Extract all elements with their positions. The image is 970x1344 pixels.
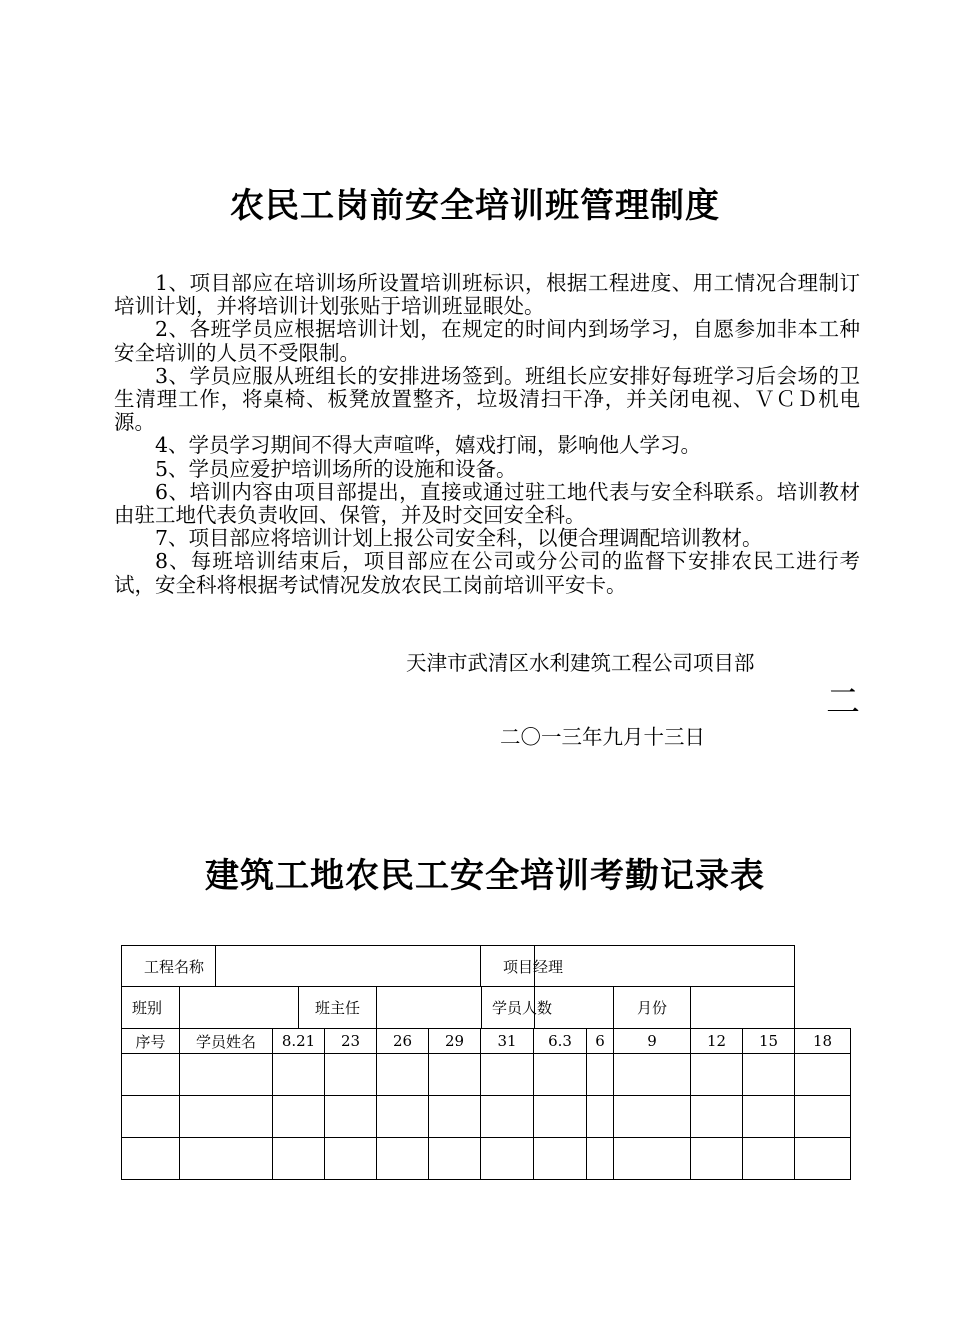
table-cell[interactable] <box>273 1096 325 1138</box>
table-cell[interactable] <box>429 1054 481 1096</box>
table-cell[interactable] <box>534 1096 587 1138</box>
table-cell[interactable] <box>273 1054 325 1096</box>
project-name-label: 工程名称 <box>122 946 216 987</box>
rule-item: 2、各班学员应根据培训计划，在规定的时间内到场学习，自愿参加非本工种安全培训的人员不受限制。 <box>114 317 860 365</box>
date-header: 23 <box>325 1029 377 1054</box>
table-cell[interactable] <box>273 1138 325 1180</box>
date-header: 15 <box>743 1029 795 1054</box>
rule-item: 5、学员应爱护培训场所的设施和设备。 <box>155 456 517 481</box>
attendance-title: 建筑工地农民工安全培训考勤记录表 <box>205 856 765 896</box>
project-manager-label: 项目经理 <box>481 946 535 987</box>
rule-item: 3、学员应服从班组长的安排进场签到。班组长应安排好每班学习后会场的卫生清理工作，将桌椅、板凳放置整齐，垃圾清扫干净，并关闭电视、ＶＣＤ机电源。 <box>114 363 860 435</box>
table-cell[interactable] <box>180 1054 273 1096</box>
notice-title: 农民工岗前安全培训班管理制度 <box>230 186 720 226</box>
table-cell[interactable] <box>795 1054 851 1096</box>
table-cell[interactable] <box>122 1096 180 1138</box>
table-cell[interactable] <box>743 1096 795 1138</box>
stray-character: 二 <box>826 682 860 722</box>
table-cell[interactable] <box>481 1054 534 1096</box>
project-manager-value[interactable] <box>535 946 795 987</box>
rule-item: 4、学员学习期间不得大声喧哗，嬉戏打闹，影响他人学习。 <box>155 433 702 458</box>
table-cell[interactable] <box>377 1138 429 1180</box>
table-cell[interactable] <box>743 1054 795 1096</box>
date-header: 6 <box>587 1029 614 1054</box>
table-cell[interactable] <box>587 1096 614 1138</box>
table-cell[interactable] <box>795 1138 851 1180</box>
rule-item: 8、每班培训结束后，项目部应在公司或分公司的监督下安排农民工进行考试，安全科将根据考试情况发放农民工岗前培训平安卡。 <box>114 549 860 597</box>
date-header: 9 <box>614 1029 691 1054</box>
table-cell[interactable] <box>614 1054 691 1096</box>
table-cell[interactable] <box>534 1054 587 1096</box>
table-row <box>122 1138 851 1180</box>
table-cell[interactable] <box>180 1096 273 1138</box>
table-cell[interactable] <box>691 1138 743 1180</box>
rule-item: 6、培训内容由项目部提出，直接或通过驻工地代表与安全科联系。培训教材由驻工地代表负责收回、保管，并及时交回安全科。 <box>114 479 860 528</box>
date-header: 8.21 <box>273 1029 325 1054</box>
rule-item: 7、项目部应将培训计划上报公司安全科，以便合理调配培训教材。 <box>155 526 763 551</box>
student-count-label: 学员人数 <box>482 987 535 1029</box>
signature-date: 二〇一三年九月十三日 <box>500 725 705 749</box>
class-head-value[interactable] <box>377 987 482 1029</box>
table-cell[interactable] <box>743 1138 795 1180</box>
month-value[interactable] <box>691 987 795 1029</box>
table-cell[interactable] <box>481 1096 534 1138</box>
table-row <box>122 1096 851 1138</box>
date-header: 26 <box>377 1029 429 1054</box>
table-cell[interactable] <box>587 1138 614 1180</box>
table-row-class <box>122 987 851 1029</box>
table-cell[interactable] <box>122 1138 180 1180</box>
table-cell[interactable] <box>377 1096 429 1138</box>
date-header: 6.3 <box>534 1029 587 1054</box>
rules-list <box>114 272 860 597</box>
table-cell[interactable] <box>587 1054 614 1096</box>
table-cell[interactable] <box>429 1138 481 1180</box>
table-cell[interactable] <box>180 1138 273 1180</box>
table-cell[interactable] <box>325 1054 377 1096</box>
date-header: 18 <box>795 1029 851 1054</box>
project-name-value[interactable] <box>216 946 481 987</box>
rule-item: 1、项目部应在培训场所设置培训班标识，根据工程进度、用工情况合理制订培训计划，并将培训计划张贴于培训班显眼处。 <box>114 271 860 319</box>
table-cell[interactable] <box>325 1096 377 1138</box>
class-value[interactable] <box>180 987 299 1029</box>
table-cell[interactable] <box>429 1096 481 1138</box>
table-cell[interactable] <box>122 1054 180 1096</box>
table-cell[interactable] <box>325 1138 377 1180</box>
class-head-label: 班主任 <box>299 987 377 1029</box>
table-cell[interactable] <box>691 1096 743 1138</box>
table-header-row <box>122 1029 851 1054</box>
table-cell[interactable] <box>614 1138 691 1180</box>
table-row-project <box>122 946 851 987</box>
table-cell[interactable] <box>614 1096 691 1138</box>
date-header: 31 <box>481 1029 534 1054</box>
month-label: 月份 <box>614 987 691 1029</box>
table-cell[interactable] <box>534 1138 587 1180</box>
table-cell[interactable] <box>377 1054 429 1096</box>
date-header: 29 <box>429 1029 481 1054</box>
date-header: 12 <box>691 1029 743 1054</box>
table-cell[interactable] <box>691 1054 743 1096</box>
student-name-header: 学员姓名 <box>180 1029 273 1054</box>
table-cell[interactable] <box>795 1096 851 1138</box>
seq-header: 序号 <box>122 1029 180 1054</box>
signature-organization: 天津市武清区水利建筑工程公司项目部 <box>406 651 755 675</box>
table-cell[interactable] <box>481 1138 534 1180</box>
table-row <box>122 1054 851 1096</box>
attendance-table <box>121 945 851 1180</box>
class-label: 班别 <box>122 987 180 1029</box>
